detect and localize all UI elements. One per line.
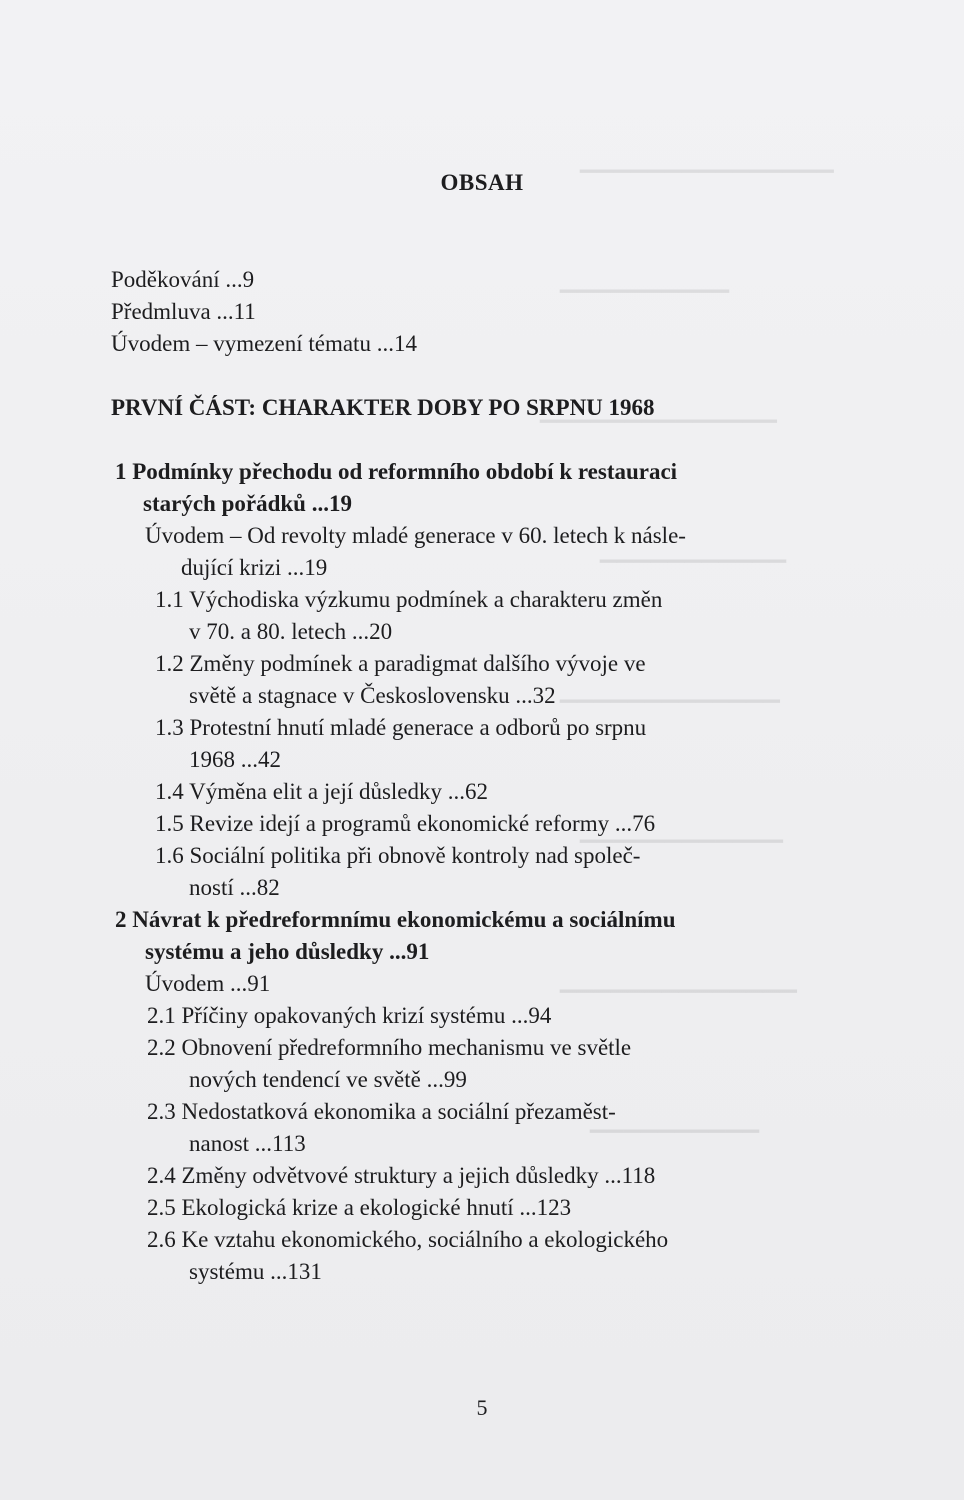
toc-entry-continued: ností ...82: [189, 875, 280, 900]
page-title: OBSAH: [440, 170, 524, 195]
toc-entry: Předmluva ...11: [111, 299, 256, 324]
toc-entry: 2.5 Ekologická krize a ekologické hnutí ...123: [147, 1195, 572, 1220]
show-through-texture: ▔▔▔▔▔▔▔▔▔▔▔▔▔▔▔ ▔▔▔▔▔▔▔▔▔▔ ▔▔▔▔▔▔▔▔▔▔▔▔▔▔ ▔▔▔▔▔▔▔▔▔▔▔ ▔▔▔▔▔▔▔▔▔▔▔▔▔ ▔▔▔▔▔▔▔▔▔▔▔▔ ▔▔▔▔▔▔▔▔▔▔▔▔▔▔ ▔▔▔▔▔▔▔▔▔▔: [540, 170, 834, 1155]
toc-entry: 1.6 Sociální politika při obnově kontroly nad společ-: [155, 843, 641, 868]
toc-entry: 2.1 Příčiny opakovaných krizí systému ...94: [147, 1003, 552, 1028]
chapter-heading: 1 Podmínky přechodu od reformního období k restauraci: [115, 459, 678, 484]
toc-entry: 2.4 Změny odvětvové struktury a jejich důsledky ...118: [147, 1163, 656, 1188]
toc-entry: 1.4 Výměna elit a její důsledky ...62: [155, 779, 489, 804]
toc-entry-continued: systému ...131: [189, 1259, 322, 1284]
chapter-heading: 2 Návrat k předreformnímu ekonomickému a sociálnímu: [115, 907, 676, 932]
toc-entry-continued: v 70. a 80. letech ...20: [189, 619, 393, 644]
toc-entry: 1.3 Protestní hnutí mladé generace a odborů po srpnu: [155, 715, 647, 740]
toc-entry-continued: dující krizi ...19: [181, 555, 328, 580]
chapter-heading-continued: systému a jeho důsledky ...91: [145, 939, 430, 964]
toc-entry-continued: 1968 ...42: [189, 747, 281, 772]
chapter-heading-continued: starých pořádků ...19: [143, 491, 352, 516]
toc-entry: 2.6 Ke vztahu ekonomického, sociálního a ekologického: [147, 1227, 669, 1252]
toc-entry: Úvodem – Od revolty mladé generace v 60. letech k násle-: [145, 523, 686, 548]
toc-entry-continued: světě a stagnace v Československu ...32: [189, 683, 556, 708]
page-number: 5: [476, 1395, 488, 1420]
toc-entry-continued: nanost ...113: [189, 1131, 306, 1156]
part-heading: PRVNÍ ČÁST: CHARAKTER DOBY PO SRPNU 1968: [111, 395, 655, 420]
toc-entry: Úvodem ...91: [145, 971, 271, 996]
toc-entry: 1.2 Změny podmínek a paradigmat dalšího vývoje ve: [155, 651, 646, 676]
toc-entry-continued: nových tendencí ve světě ...99: [189, 1067, 467, 1092]
toc-entry: Úvodem – vymezení tématu ...14: [111, 331, 417, 356]
toc-entry: 1.1 Východiska výzkumu podmínek a charakteru změn: [155, 587, 663, 612]
toc-entry: Poděkování ...9: [111, 267, 255, 292]
toc-entry: 2.3 Nedostatková ekonomika a sociální přezaměst-: [147, 1099, 616, 1124]
toc-entry: 1.5 Revize idejí a programů ekonomické reformy ...76: [155, 811, 656, 836]
toc-entry: 2.2 Obnovení předreformního mechanismu ve světle: [147, 1035, 632, 1060]
